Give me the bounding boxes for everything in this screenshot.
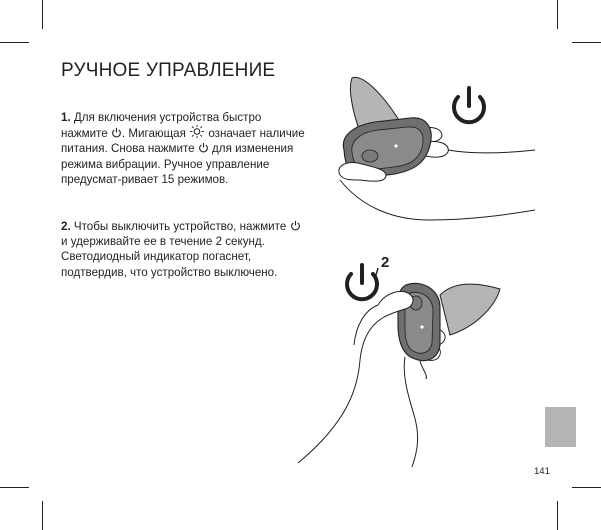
hold-seconds-annotation: 2 <box>381 254 390 271</box>
power-icon <box>290 220 301 231</box>
step-1-text-a: Для включения устройства быстро нажмите <box>61 111 262 141</box>
step-1-text-c: означает наличие питания. Снова нажмите <box>61 127 305 156</box>
power-icon <box>347 265 377 299</box>
crop-mark-bottom-left-v <box>42 501 43 530</box>
crop-mark-top-left-v <box>42 0 43 29</box>
crop-mark-top-left-h <box>0 42 29 43</box>
step-2-text-b: и удерживайте ее в течение 2 секунд. Светодиодный индикатор погаснет, подтвердив, что устройство выключено. <box>61 235 278 279</box>
step-1-text-d: для изменения режима вибрации. Ручное управление предусмат-ривает 15 режимов. <box>61 142 294 186</box>
step-2-paragraph <box>61 219 306 280</box>
crop-mark-top-right-v <box>557 0 558 29</box>
step-2-text-a: Чтобы выключить устройство, нажмите <box>70 220 290 233</box>
crop-mark-bottom-right-v <box>557 501 558 530</box>
crop-mark-bottom-left-h <box>0 487 29 488</box>
section-tab <box>545 407 576 447</box>
light-icon <box>189 125 205 138</box>
illustration-turn-on <box>330 70 540 235</box>
step-1-number: 1. <box>61 111 71 124</box>
power-icon <box>454 88 484 122</box>
page-number: 141 <box>534 466 550 477</box>
crop-mark-bottom-right-h <box>572 487 601 488</box>
power-icon <box>198 142 209 153</box>
step-1-text-b: . Мигающая <box>121 127 190 141</box>
page-title: РУЧНОЕ УПРАВЛЕНИЕ <box>61 60 276 81</box>
illustration-turn-off <box>290 245 520 470</box>
crop-mark-top-right-h <box>572 42 601 43</box>
step-1-paragraph <box>61 110 306 187</box>
power-icon <box>111 127 122 138</box>
step-2-number: 2. <box>61 220 71 233</box>
